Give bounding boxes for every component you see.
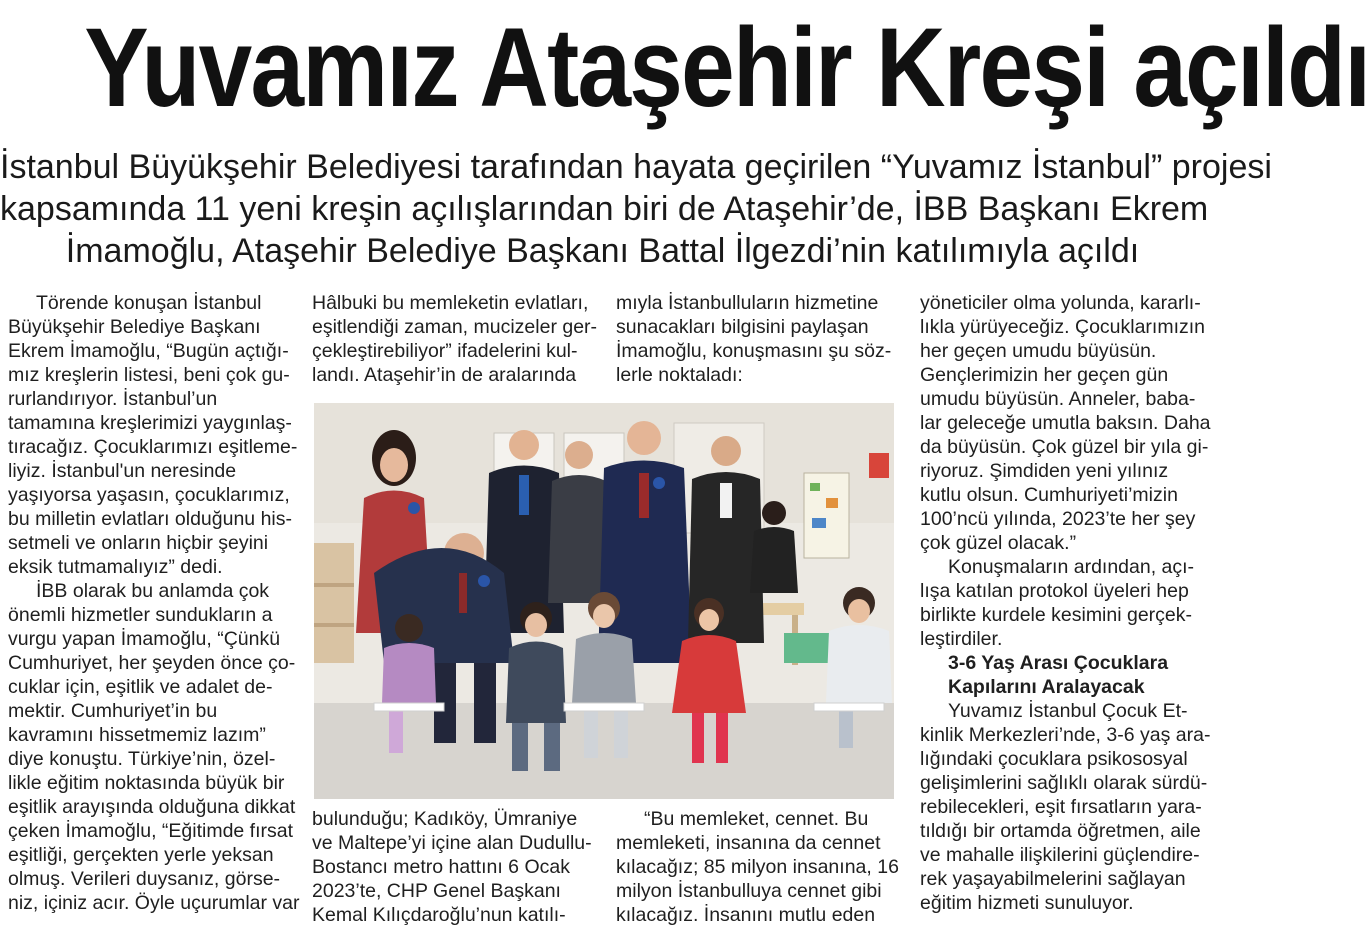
text-line: milyon İstanbulluya cennet gibi (616, 880, 882, 902)
text-line: eğitim hizmeti sunuluyor. (920, 892, 1134, 914)
text-line: tamamına kreşlerimizi yaygınlaş- (8, 412, 292, 434)
text-line: İBB olarak bu anlamda çok (36, 580, 270, 602)
text-line: kılacağız; 85 milyon insanına, 16 (616, 856, 899, 878)
text-line: likle eğitim noktasında büyük bir (8, 772, 285, 794)
text-line: Hâlbuki bu memleketin evlatları, (312, 292, 589, 314)
text-line: eşitlendiği zaman, mucizeler ger- (312, 316, 598, 338)
text-line: rebilecekleri, eşit fırsatların yara- (920, 796, 1202, 818)
text-line: leştirdiler. (920, 628, 1003, 650)
text-line: setmeli ve onların hiçbir şeyini (8, 532, 269, 554)
text-line: İmamoğlu, konuşmasını şu söz- (616, 340, 892, 362)
deck-line: İstanbul Büyükşehir Belediyesi tarafından hayata geçirilen “Yuvamız İstanbul” projesi (0, 148, 1272, 186)
text-line: ve Maltepe’yi içine alan Dudullu- (312, 832, 592, 854)
text-line: cuklar için, eşitlik ve adalet de- (8, 676, 273, 698)
text-line: “Bu memleket, cennet. Bu (644, 808, 869, 830)
headline: Yuvamız Ataşehir Kreşi açıldı (84, 5, 1369, 130)
text-line: Konuşmaların ardından, açı- (948, 556, 1195, 578)
text-line: 2023’te, CHP Genel Başkanı (312, 880, 561, 902)
article-column-1 (8, 291, 300, 915)
text-line: 100’ncü yılında, 2023’te her şey (920, 508, 1196, 530)
text-line: bulunduğu; Kadıköy, Ümraniye (312, 808, 578, 830)
text-line: kılacağız. İnsanını mutlu eden (616, 904, 876, 926)
article-column-2-top (312, 291, 602, 387)
text-line: eşitliği, gerçekten yerle yeksan (8, 844, 274, 866)
text-line: ve mahalle ilişkilerini güçlendire- (920, 844, 1200, 866)
text-line: çeken İmamoğlu, “Eğitimde fırsat (8, 820, 294, 842)
text-line: bu milletin evlatları olduğunu his- (8, 508, 292, 530)
text-line: landı. Ataşehir’in de aralarında (312, 364, 577, 386)
text-line: Bostancı metro hattını 6 Ocak (312, 856, 570, 878)
text-line: yaşıyorsa yaşasın, çocuklarımız, (8, 484, 290, 506)
text-line: eşitlik arayışında olduğuna dikkat (8, 796, 296, 818)
text-line: yöneticiler olma yolunda, kararlı- (920, 292, 1201, 314)
text-line: Cumhuriyet, her şeyden önce ço- (8, 652, 296, 674)
text-line: diye konuştu. Türkiye’nin, özel- (8, 748, 276, 770)
text-line: niz, içiniz acır. Öyle uçurumlar var (8, 892, 300, 914)
text-line: mektir. Cumhuriyet’in bu (8, 700, 218, 722)
text-line: Büyükşehir Belediye Başkanı (8, 316, 261, 338)
deck-line: İmamoğlu, Ataşehir Belediye Başkanı Battal İlgezdi’nin katılımıyla açıldı (65, 232, 1140, 270)
text-line: çekleştirebiliyor” ifadelerini kul- (312, 340, 578, 362)
text-line: umudu büyüsün. Anneler, baba- (920, 388, 1196, 410)
subheading: Kapılarını Aralayacak (948, 676, 1145, 698)
text-line: riyoruz. Şimdiden yeni yılınız (920, 460, 1169, 482)
article-column-3-top (616, 291, 906, 387)
text-line: lıkla yürüyeceğiz. Çocuklarımızın (920, 316, 1206, 338)
article-column-2-bottom (312, 807, 602, 927)
text-line: çok güzel olacak.” (920, 532, 1077, 554)
text-line: Kemal Kılıçdaroğlu’nun katılı- (312, 904, 566, 926)
text-line: memleketi, insanına da cennet (616, 832, 881, 854)
article-column-3-bottom (616, 807, 906, 927)
text-line: sunacakları bilgisini paylaşan (616, 316, 869, 338)
text-line: her geçen umudu büyüsün. (920, 340, 1157, 362)
text-line: kutlu olsun. Cumhuriyeti’mizin (920, 484, 1178, 506)
text-line: olmuş. Verileri duysanız, görse- (8, 868, 281, 890)
text-line: Yuvamız İstanbul Çocuk Et- (948, 700, 1188, 722)
text-line: rek yaşayabilmelerini sağlayan (920, 868, 1186, 890)
article-column-4 (920, 291, 1211, 915)
text-line: Törende konuşan İstanbul (36, 292, 262, 314)
text-line: lığındaki çocuklara psikososyal (920, 748, 1188, 770)
text-line: tıracağız. Çocuklarımızı eşitleme- (8, 436, 298, 458)
text-line: rurlandırıyor. İstanbul’un (8, 388, 218, 410)
text-line: lerle noktaladı: (616, 364, 743, 386)
text-line: birlikte kurdele kesimini gerçek- (920, 604, 1193, 626)
text-line: mıyla İstanbulluların hizmetine (616, 292, 879, 314)
text-line: gelişimlerini sağlıklı olarak sürdü- (920, 772, 1208, 794)
text-line: lışa katılan protokol üyeleri hep (920, 580, 1189, 602)
text-line: eksik tutmamalıyız” dedi. (8, 556, 223, 578)
text-line: da büyüsün. Çok güzel bir yıla gi- (920, 436, 1209, 458)
text-line: lar geleceğe umutla baksın. Daha (920, 412, 1211, 434)
deck-subtitle (0, 146, 1272, 272)
subheading: 3-6 Yaş Arası Çocuklara (948, 652, 1169, 674)
text-line: Ekrem İmamoğlu, “Bugün açtığı- (8, 340, 289, 362)
news-photo (314, 403, 894, 799)
text-line: vurgu yapan İmamoğlu, “Çünkü (8, 628, 281, 650)
deck-line: kapsamında 11 yeni kreşin açılışlarından biri de Ataşehir’de, İBB Başkanı Ekrem (0, 190, 1209, 228)
text-line: liyiz. İstanbul'un neresinde (8, 460, 237, 482)
text-line: önemli hizmetler sundukların a (8, 604, 273, 626)
text-line: kavramını hissetmemiz lazım” (8, 724, 266, 746)
text-line: mız kreşlerin listesi, beni çok gu- (8, 364, 290, 386)
text-line: kinlik Merkezleri’nde, 3-6 yaş ara- (920, 724, 1211, 746)
text-line: tıldığı bir ortamda öğretmen, aile (920, 820, 1201, 842)
text-line: Gençlerimizin her geçen gün (920, 364, 1169, 386)
